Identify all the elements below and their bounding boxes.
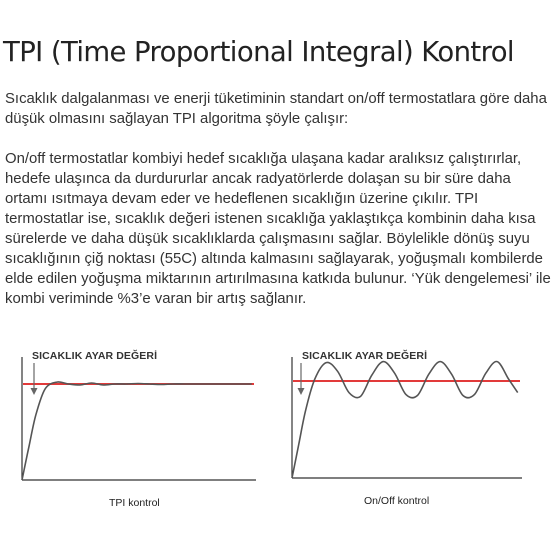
intro-paragraph: Sıcaklık dalgalanması ve enerji tüketiminin standart on/off termostatlara göre daha düşük olmasını sağlayan TPI algoritma şöyle çalışır: [5, 91, 547, 127]
tpi-chart-plot [18, 343, 263, 493]
tpi-temperature-curve [22, 382, 252, 480]
tpi-arrow-head [31, 388, 38, 395]
tpi-setpoint-label: SICAKLIK AYAR DEĞERİ [32, 350, 158, 362]
onoff-arrow-head [298, 388, 305, 395]
tpi-chart-caption: TPI kontrol [109, 497, 160, 509]
page-title: TPI (Time Proportional Integral) Kontrol [3, 36, 514, 68]
onoff-setpoint-label: SICAKLIK AYAR DEĞERİ [302, 350, 428, 362]
onoff-chart-caption: On/Off kontrol [364, 495, 430, 507]
onoff-temperature-curve [292, 362, 518, 478]
tpi-control-chart [18, 343, 263, 518]
onoff-control-chart [284, 343, 529, 518]
onoff-chart-plot [284, 343, 529, 493]
description-paragraph: On/off termostatlar kombiyi hedef sıcaklığa ulaşana kadar aralıksız çalıştırırlar, hedefe ulaşınca da durdururlar ancak radyatörlerde dolaşan su bir süre daha ortamı ısıtmaya devam eder ve hedeflenen sıcaklığın üzerine çıkılır. TPI termostatlar ise, sıcaklık değeri istenen sıcaklığa yaklaştıkça kombinin daha kısa sürelerde ve daha düşük sıcaklıklarda çalışmasını sağlar. Böylelikle dönüş suyu sıcaklığının çiğ noktası (55C) altında kalmasını sağlayarak, yoğuşmalı kombilerde elde edilen yoğuşma miktarının artırılmasına katkıda bulunur. ‘Yük dengelemesi’ ile kombi veriminde %3’e varan bir artış sağlanır. [5, 151, 551, 307]
